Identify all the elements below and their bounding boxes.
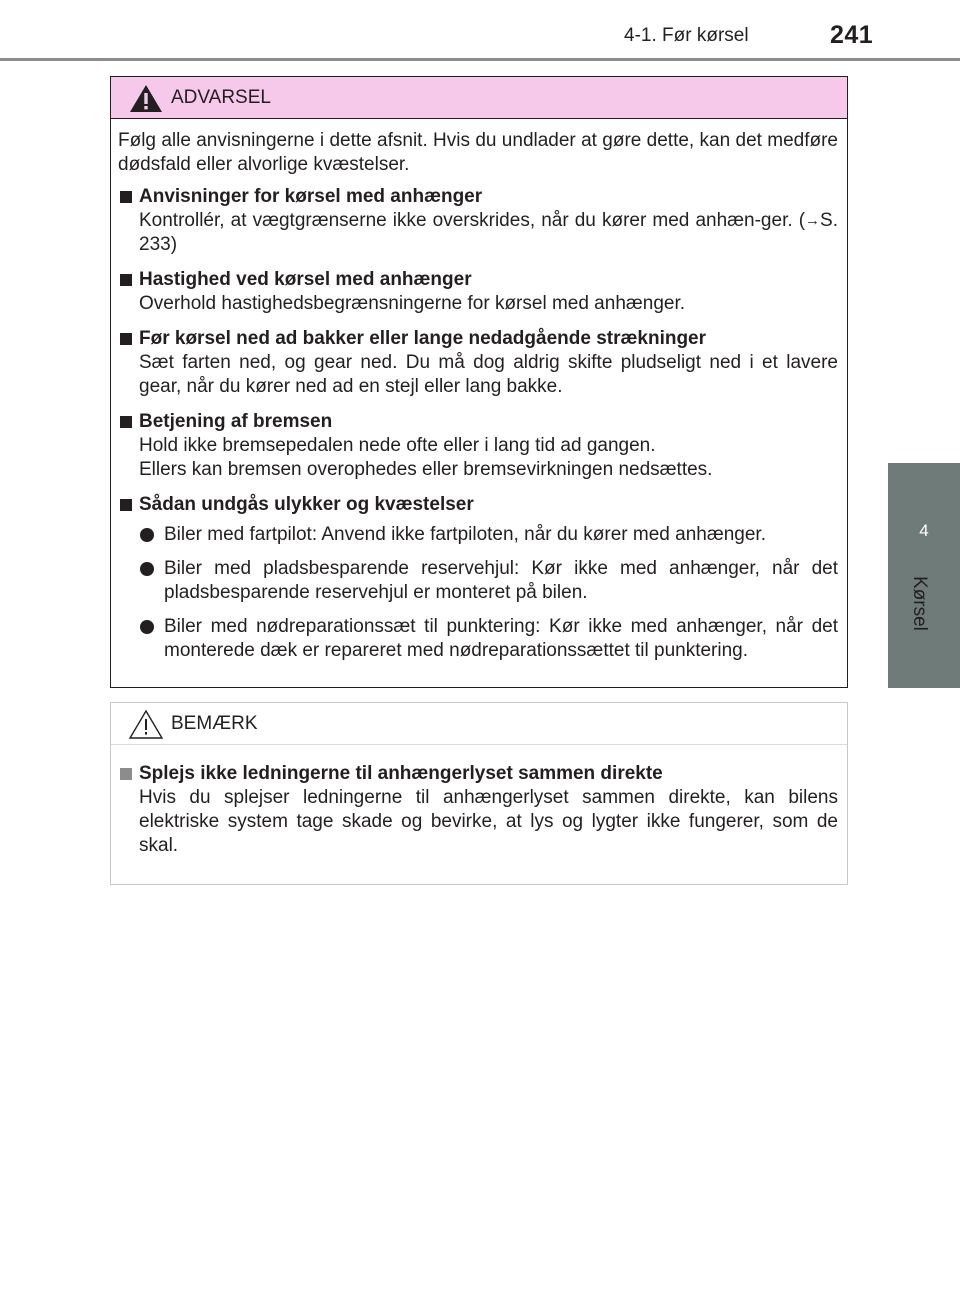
square-bullet-icon (120, 191, 132, 203)
circle-bullet-icon (140, 562, 154, 576)
section-text: Kontrollér, at vægtgrænserne ikke overskrides, når du kører med anhæn-ger. (→S. 233) (139, 210, 838, 255)
warning-box (110, 76, 848, 688)
square-bullet-icon (120, 416, 132, 428)
page-number: 241 (830, 21, 874, 49)
warning-title: ADVARSEL (171, 87, 271, 108)
notice-box (110, 702, 848, 885)
warning-body (111, 119, 847, 663)
square-bullet-icon (120, 768, 132, 780)
section-heading: Betjening af bremsen (118, 410, 838, 434)
notice-title: BEMÆRK (171, 713, 258, 734)
section-heading: Hastighed ved kørsel med anhænger (118, 268, 838, 292)
list-item: Biler med nødreparationssæt til punktering: Kør ikke med anhænger, når det monterede dæk er repareret med nødreparationssættet til punktering. (118, 615, 838, 663)
list-item: Biler med fartpilot: Anvend ikke fartpiloten, når du kører med anhænger. (118, 523, 838, 547)
section-heading: Anvisninger for kørsel med anhænger (118, 185, 838, 209)
section-title: 4-1. Før kørsel (624, 25, 749, 46)
notice-box-header (111, 703, 847, 745)
square-bullet-icon (120, 274, 132, 286)
section-text: Hvis du splejser ledningerne til anhængerlyset sammen direkte, kan bilens elektriske system tage skade og bevirke, at lys og lygter ikke fungerer, som de skal. (139, 787, 838, 856)
chapter-label: Kørsel (909, 576, 930, 631)
header-divider (0, 58, 960, 61)
section-heading: Splejs ikke ledningerne til anhængerlyset sammen direkte (118, 762, 838, 786)
section-text: Sæt farten ned, og gear ned. Du må dog aldrig skifte pludseligt ned i et lavere gear, når du kører ned ad en stejl eller lang bakke. (139, 352, 838, 397)
section-heading: Før kørsel ned ad bakker eller lange nedadgående strækninger (118, 327, 838, 351)
chapter-number: 4 (919, 521, 929, 540)
warning-triangle-icon (129, 83, 163, 113)
page-reference-link[interactable]: S. 233) (139, 210, 838, 255)
warning-intro: Følg alle anvisningerne i dette afsnit. Hvis du undlader at gøre dette, kan det medføre dødsfald eller alvorlige kvæstelser. (118, 130, 838, 175)
section-heading: Sådan undgås ulykker og kvæstelser (118, 493, 838, 517)
square-bullet-icon (120, 333, 132, 345)
list-item: Biler med pladsbesparende reservehjul: Kør ikke med anhænger, når det pladsbesparende reservehjul er monteret på bilen. (118, 557, 838, 605)
section-text: Overhold hastighedsbegrænsningerne for kørsel med anhænger. (139, 293, 686, 314)
circle-bullet-icon (140, 528, 154, 542)
caution-triangle-icon (129, 709, 163, 739)
warning-box-header (111, 77, 847, 119)
circle-bullet-icon (140, 620, 154, 634)
section-text: Hold ikke bremsepedalen nede ofte eller i lang tid ad gangen. Ellers kan bremsen overophedes eller bremsevirkningen nedsættes. (139, 435, 713, 480)
notice-body (111, 745, 847, 858)
arrow-right-icon: → (805, 212, 821, 229)
square-bullet-icon (120, 499, 132, 511)
